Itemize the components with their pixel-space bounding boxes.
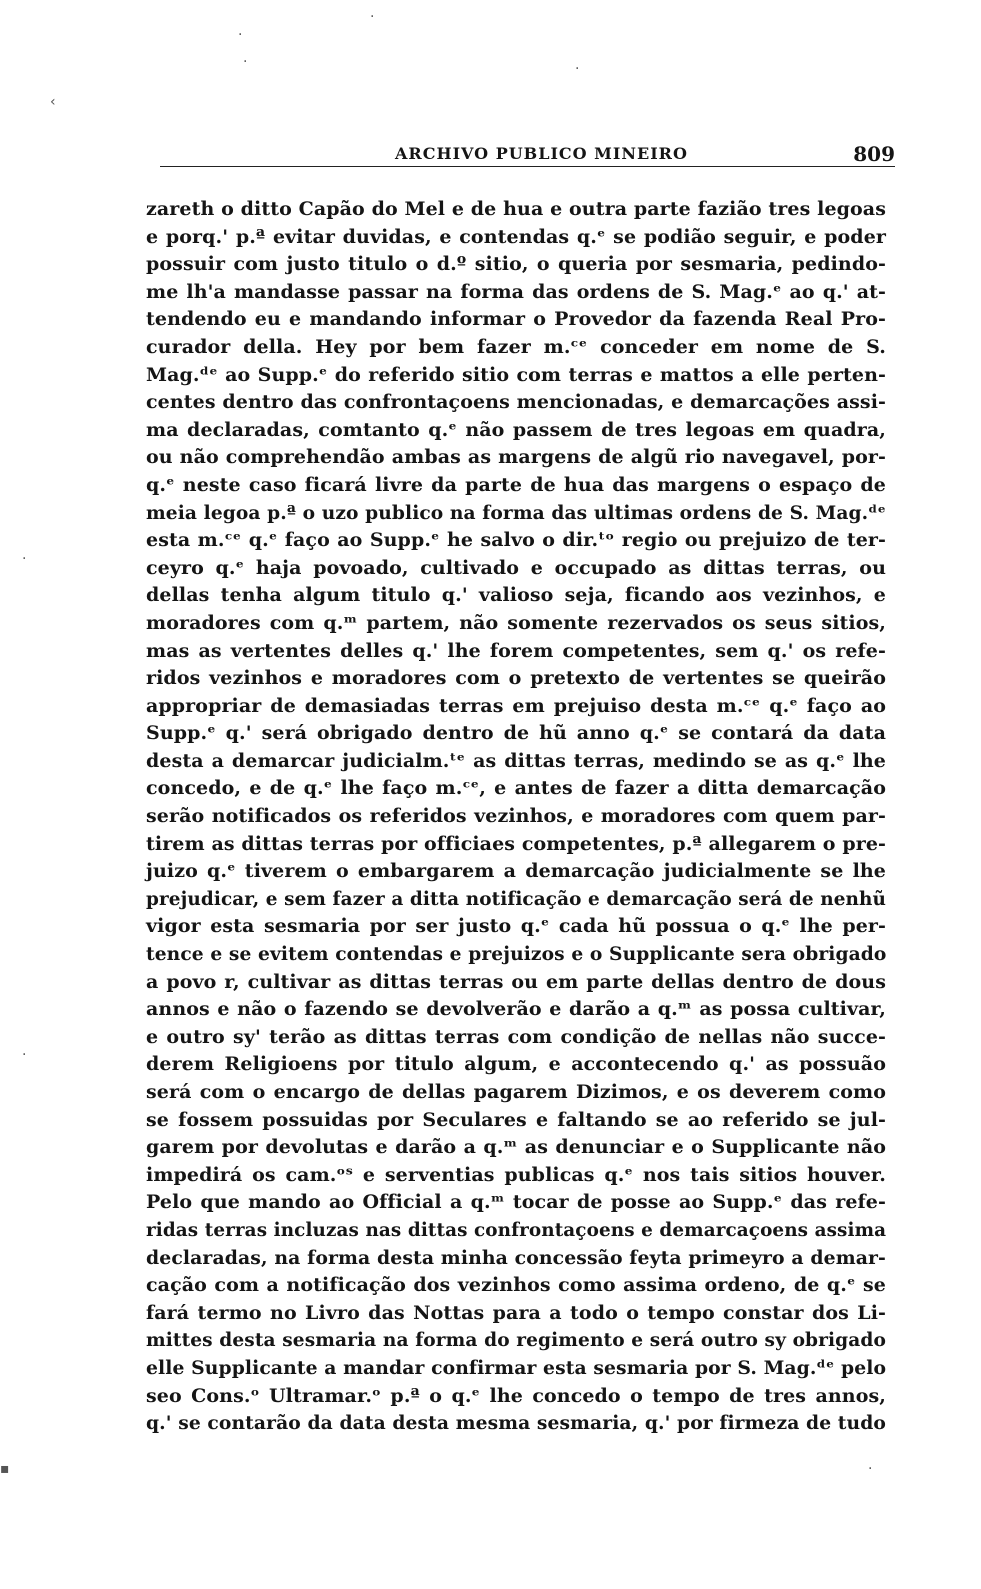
scan-speck: ·	[868, 1461, 873, 1477]
text-line: dellas tenha algum titulo q.' valioso seja, ficando aos vezinhos, e	[146, 584, 886, 607]
text-line: centes dentro das confrontaçoens mencionadas, e demarcações assi-	[146, 391, 886, 414]
text-line: serão notificados os referidos vezinhos, e moradores com quem par-	[146, 805, 886, 828]
text-line: ceyro q.ᵉ haja povoado, cultivado e occupado as dittas terras, ou	[146, 556, 886, 579]
text-line: ma declaradas, comtanto q.ᵉ não passem de tres legoas em quadra,	[146, 418, 886, 441]
text-line: seo Cons.ᵒ Ultramar.ᵒ p.ª o q.ᵉ lhe concedo o tempo de tres annos,	[146, 1384, 886, 1407]
text-line: desta a demarcar judicialm.ᵗᵉ as dittas terras, medindo se as q.ᵉ lhe	[146, 749, 886, 772]
text-line: ridas terras incluzas nas dittas confrontaçoens e demarcaçoens assima	[146, 1218, 887, 1241]
page-number: 809	[853, 142, 895, 166]
header-rule	[160, 166, 895, 167]
scan-speck: ▪	[0, 1461, 10, 1477]
scan-speck: ·	[22, 1047, 27, 1063]
text-line: annos e não o fazendo se devolverão e darão a q.ᵐ as possa cultivar,	[146, 998, 886, 1021]
text-line: Pelo que mando ao Official a q.ᵐ tocar de posse ao Supp.ᵉ das refe-	[146, 1191, 886, 1214]
text-line: possuir com justo titulo o d.º sitio, o queria por sesmaria, pedindo-	[146, 253, 886, 276]
text-line: cação com a notificação dos vezinhos como assima ordeno, de q.ᵉ se	[146, 1274, 886, 1297]
text-line: moradores com q.ᵐ partem, não somente rezervados os seus sitios,	[146, 611, 886, 634]
text-line: será com o encargo de dellas pagarem Dizimos, e os deverem como	[146, 1081, 886, 1103]
text-line: q.ᵉ neste caso ficará livre da parte de hua das margens o espaço de	[146, 473, 886, 496]
text-line: declaradas, na forma desta minha concessão feyta primeyro a demar-	[146, 1246, 886, 1269]
text-line: prejudicar, e sem fazer a ditta notificação e demarcação será de nenhũ	[146, 887, 887, 910]
text-line: mittes desta sesmaria na forma do regimento e será outro sy obrigado	[146, 1329, 886, 1352]
text-line: juizo q.ᵉ tiverem o embargarem a demarcação judicialmente se lhe	[146, 860, 886, 883]
text-line: e porq.' p.ª evitar duvidas, e contendas q.ᵉ se podião seguir, e poder	[146, 225, 886, 248]
text-line: concedo, e de q.ᵉ lhe faço m.ᶜᵉ, e antes de fazer a ditta demarcação	[146, 777, 886, 800]
text-line: curador della. Hey por bem fazer m.ᶜᵉ conceder em nome de S.	[146, 335, 886, 358]
text-line: e outro sy' terão as dittas terras com condição de nellas não succe-	[146, 1025, 886, 1048]
text-line: Supp.ᵉ q.' será obrigado dentro de hũ anno q.ᵉ se contará da data	[146, 722, 886, 745]
text-line: impedirá os cam.ᵒˢ e serventias publicas q.ᵉ nos tais sitios houver.	[146, 1163, 886, 1186]
text-line: a povo r, cultivar as dittas terras ou em parte dellas dentro de dous	[146, 970, 886, 993]
text-line: me lh'a mandasse passar na forma das ordens de S. Mag.ᵉ ao q.' at-	[146, 280, 886, 303]
text-line: vigor esta sesmaria por ser justo q.ᵉ cada hũ possua o q.ᵉ lhe per-	[146, 915, 886, 938]
text-line: tirem as dittas terras por officiaes competentes, p.ª allegarem o pre-	[146, 832, 886, 855]
scan-speck: ‹	[50, 94, 56, 110]
text-line: mas as vertentes delles q.' lhe forem competentes, sem q.' os refe-	[146, 639, 886, 662]
scan-speck: ·	[243, 54, 248, 70]
scan-speck: ·	[575, 61, 580, 77]
scan-speck: ·	[238, 27, 243, 43]
body-text	[146, 196, 886, 1438]
text-line: derem Religioens por titulo algum, e accontecendo q.' as possuão	[146, 1053, 886, 1076]
text-line: appropriar de demasiadas terras em prejuiso desta m.ᶜᵉ q.ᵉ faço ao	[146, 694, 886, 717]
text-line: elle Supplicante a mandar confirmar esta sesmaria por S. Mag.ᵈᵉ pelo	[146, 1356, 887, 1379]
text-line: ridos vezinhos e moradores com o pretexto de vertentes se queirão	[146, 667, 886, 690]
text-line: Mag.ᵈᵉ ao Supp.ᵉ do referido sitio com terras e mattos a elle perten-	[146, 363, 886, 386]
text-line: ou não comprehendão ambas as margens de algũ rio navegavel, por-	[146, 446, 886, 469]
scan-speck: ·	[370, 9, 375, 25]
text-line: esta m.ᶜᵉ q.ᵉ faço ao Supp.ᵉ he salvo o dir.ᵗᵒ regio ou prejuizo de ter-	[146, 529, 886, 552]
running-title: ARCHIVO PUBLICO MINEIRO	[395, 144, 688, 163]
text-line: se fossem possuidas por Seculares e faltando se ao referido se jul-	[146, 1108, 886, 1131]
text-line: garem por devolutas e darão a q.ᵐ as denunciar e o Supplicante não	[146, 1136, 886, 1159]
text-line: fará termo no Livro das Nottas para a todo o tempo constar dos Li-	[146, 1301, 886, 1324]
text-line: tence e se evitem contendas e prejuizos e o Supplicante sera obrigado	[146, 943, 887, 966]
text-line: meia legoa p.ª o uzo publico na forma das ultimas ordens de S. Mag.ᵈᵉ	[146, 501, 886, 524]
text-line: tendendo eu e mandando informar o Provedor da fazenda Real Pro-	[146, 308, 886, 331]
text-line: q.' se contarão da data desta mesma sesmaria, q.' por firmeza de tudo	[146, 1412, 886, 1435]
scan-speck: ·	[22, 551, 27, 567]
text-line: zareth o ditto Capão do Mel e de hua e outra parte fazião tres legoas	[146, 198, 886, 220]
